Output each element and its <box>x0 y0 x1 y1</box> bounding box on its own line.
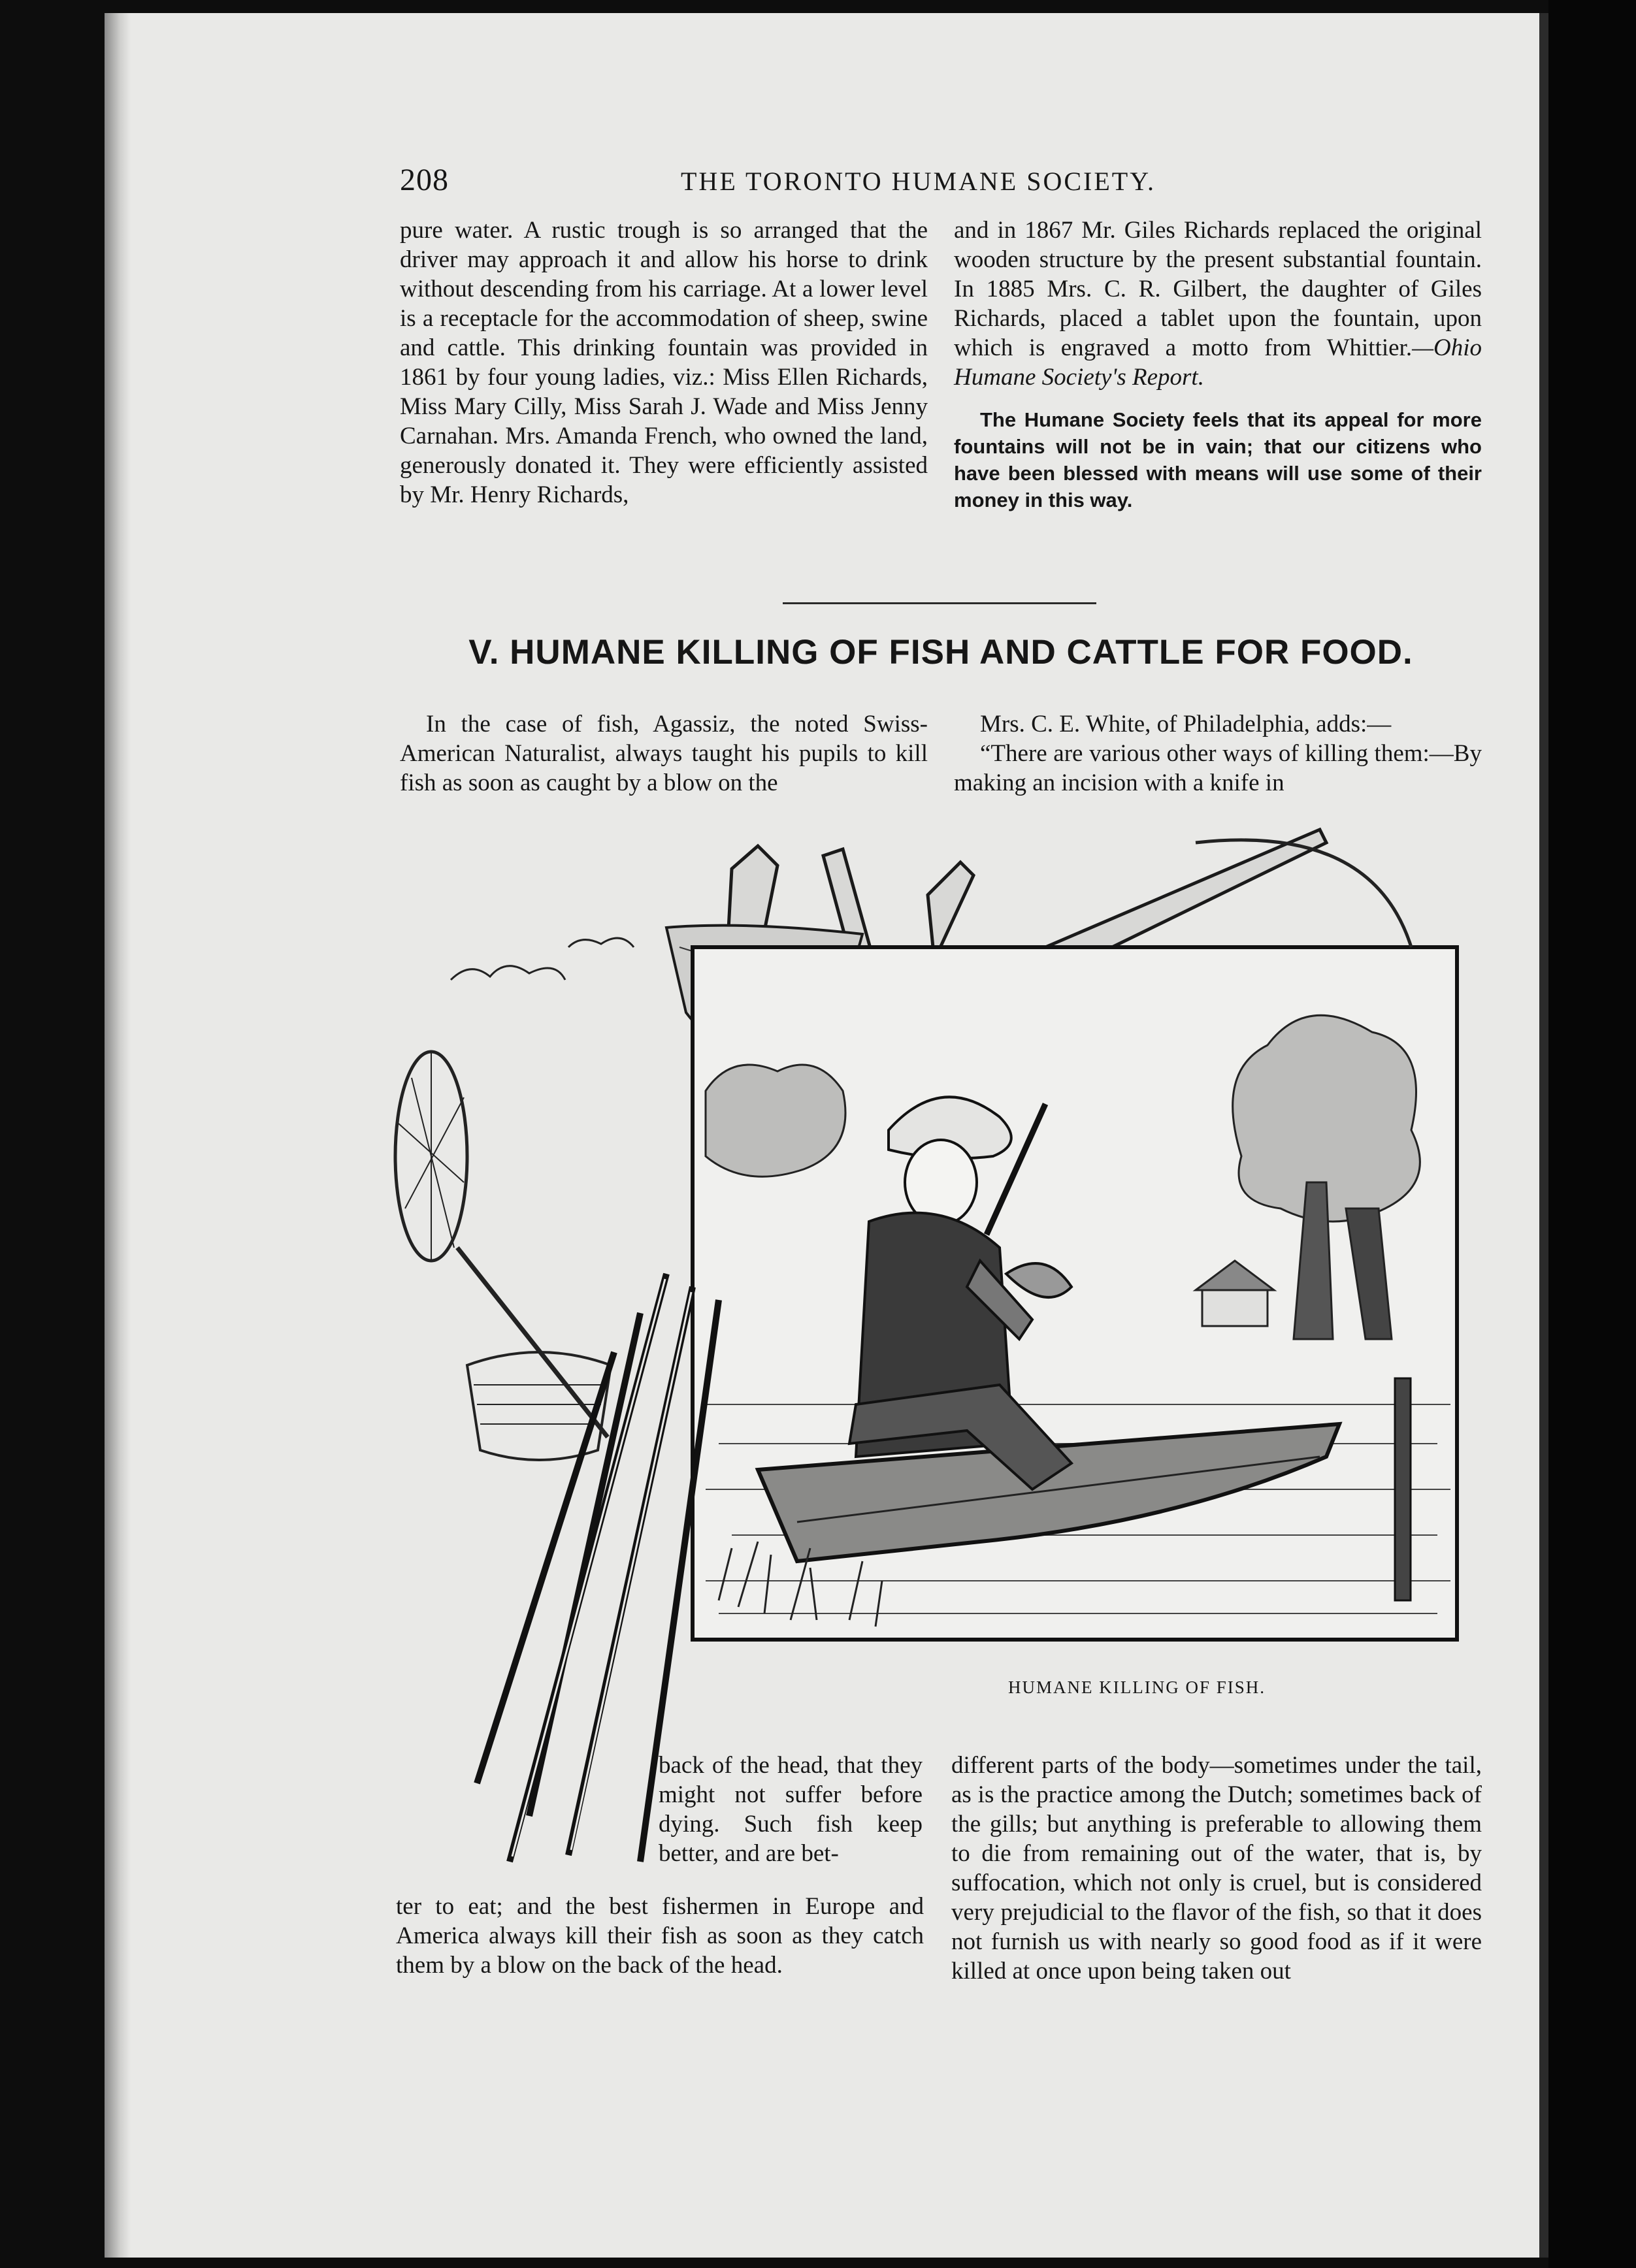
paragraph: Mrs. C. E. White, of Philadelphia, adds:— <box>980 711 1392 737</box>
page-header <box>400 162 1497 198</box>
top-right-column <box>954 216 1482 513</box>
paragraph: back of the head, that they might not suffer before dying. Such fish keep better, and are bet- <box>659 1752 923 1867</box>
mid-left-column <box>400 709 928 798</box>
section-title: V. HUMANE KILLING OF FISH AND CATTLE FOR FOOD. <box>468 633 1413 672</box>
page-edge <box>105 13 131 2258</box>
fishing-illustration <box>392 817 1464 1868</box>
paragraph <box>954 216 1482 392</box>
paragraph: In the case of fish, Agassiz, the noted Swiss-American Naturalist, always taught his pupils to kill fish as soon as caught by a blow on the <box>400 711 928 796</box>
bottom-left-narrow-column <box>659 1751 923 1868</box>
paragraph: different parts of the body—sometimes under the tail, as is the practice among the Dutch; sometimes back of the gills; but anything is preferable to allowing them to die from remaining out of the water, that is, by suffocation, which not only is cruel, but is considered very prejudicial to the flavor of the fish, so that it does not furnish us with nearly so good food as if it were killed at once upon being taken out <box>951 1752 1482 1984</box>
citation: —Ohio Humane Society's Report. <box>954 334 1482 391</box>
paragraph: “There are various other ways of killing them:—By making an incision with a knife in <box>954 740 1482 796</box>
paragraph: pure water. A rustic trough is so arranged that the driver may approach it and allow his horse to drink without descending from his carriage. At a lower level is a receptacle for the accommodation of sheep, swine and cattle. This drinking fountain was provided in 1861 by four young ladies, viz.: Miss Ellen Richards, Miss Mary Cilly, Miss Sarah J. Wade and Miss Jenny Carnahan. Mrs. Amanda French, who owned the land, generously donated it. They were efficiently assisted by Mr. Henry Richards, <box>400 217 928 508</box>
bottom-right-column <box>951 1751 1482 1986</box>
bottom-left-column <box>396 1892 924 1980</box>
section-divider <box>783 602 1096 604</box>
paragraph-text: and in 1867 Mr. Giles Richards replaced the original wooden structure by the present substantial fountain. In 1885 Mrs. C. R. Gilbert, the daughter of Giles Richards, placed a tablet upon the fountain, upon which is engraved a motto from Whittier. <box>954 217 1482 361</box>
illustration-caption: HUMANE KILLING OF FISH. <box>1008 1677 1266 1697</box>
page-number: 208 <box>400 163 449 197</box>
running-head: THE TORONTO HUMANE SOCIETY. <box>681 167 1156 196</box>
mid-right-column <box>954 709 1482 798</box>
spine-shadow <box>1539 13 1548 2258</box>
society-notice: The Humane Society feels that its appeal for more fountains will not be in vain; that our citizens who have been blessed with means will use some of their money in this way. <box>954 408 1482 511</box>
top-left-column <box>400 216 928 510</box>
paragraph: ter to eat; and the best fishermen in Europe and America always kill their fish as soon as they catch them by a blow on the back of the head. <box>396 1893 924 1979</box>
scan-gutter <box>1548 0 1636 2268</box>
